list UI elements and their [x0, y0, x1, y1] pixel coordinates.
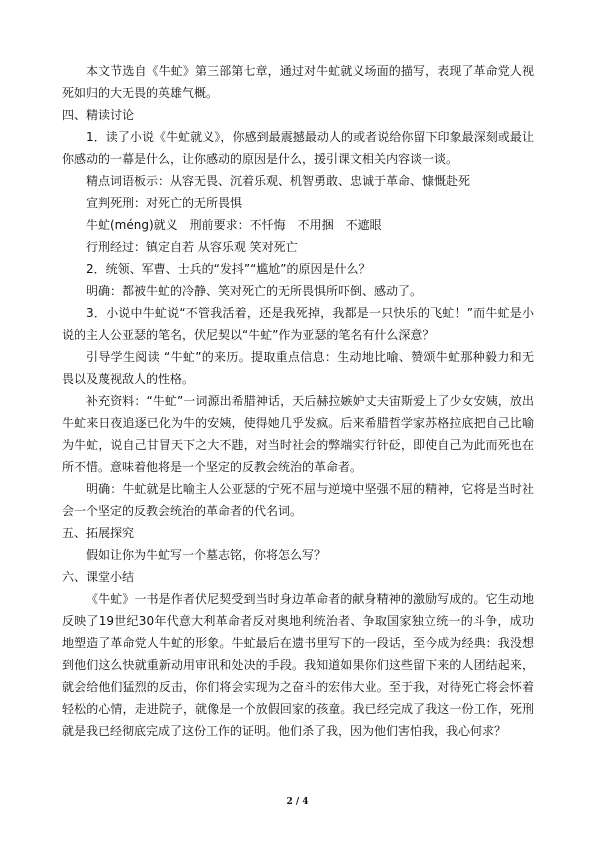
section-heading-5: 五、拓展探究 [62, 526, 135, 540]
board-requests: 牛虻(méng)就义 刑前要求：不忏悔 不用捆 不遮眼 [86, 218, 382, 232]
question-3: 3．小说中牛虻说“不管我活着，还是我死掉，我都是一只快乐的飞虻！”而牛虻是小说的主人公亚瑟的笔名，伏尼契以“牛虻”作为亚瑟的笔名有什么深意？ [62, 306, 534, 342]
answer-2: 明确：都被牛虻的冷静、笑对死亡的无所畏惧所吓倒、感动了。 [86, 284, 423, 298]
section-heading-4: 四、精读讨论 [62, 108, 135, 122]
summary-paragraph: 《牛虻》一书是作者伏尼契受到当时身边革命者的献身精神的激励写成的。它生动地反映了19世纪30年代意大利革命者反对奥地利统治者、争取国家独立统一的斗争，成功地塑造了革命党人牛虻的形象。牛虻最后在遗书里写下的一段话，至今成为经典：我没想到他们这么快就重新动用审讯和处决的手段。我知道如果你们这些留下来的人团结起来，就会给他们猛烈的反击，你们将会实现为之奋斗的宏伟大业。至于我，对待死亡将会怀着轻松的心情，走进院子，就像是一个放假回家的孩童。我已经完成了我这一份工作，死刑就是我已经彻底完成了这份工作的证明。他们杀了我，因为他们害怕我，我心何求？ [62, 592, 534, 738]
board-sentence: 宣判死刑：对死亡的无所畏惧 [86, 196, 243, 210]
supplementary-material: 补充资料：“牛虻”一词源出希腊神话，天后赫拉嫉妒丈夫宙斯爱上了少女安姨，放出牛虻来日夜追逐已化为牛的安姨，使得她几乎发疯。后来希腊哲学家苏格拉底把自己比喻为牛虻，说自己甘冒天下之大不韪，对当时社会的弊端实行针砭，即使自己为此而死也在所不惜。意味着他将是一个坚定的反教会统治的革命者。 [62, 394, 534, 474]
guided-reading: 引导学生阅读 “牛虻”的来历。提取重点信息：生动地比喻、赞颂牛虻那种毅力和无畏以及蔑视敌人的性格。 [62, 350, 534, 386]
board-execution: 行刑经过：镇定自若 从容乐观 笑对死亡 [86, 240, 298, 254]
answer-3: 明确：牛虻就是比喻主人公亚瑟的宁死不屈与逆境中坚强不屈的精神，它将是当时社会一个坚定的反教会统治的革命者的代名词。 [62, 482, 534, 518]
intro-paragraph: 本文节选自《牛虻》第三部第七章，通过对牛虻就义场面的描写，表现了革命党人视死如归的大无畏的英雄气概。 [62, 64, 534, 100]
extension-question: 假如让你为牛虻写一个墓志铭，你将怎么写？ [86, 548, 327, 562]
document-body [62, 60, 534, 742]
section-heading-6: 六、课堂小结 [62, 570, 135, 584]
question-2: 2．统领、军曹、士兵的“发抖”“尴尬”的原因是什么？ [86, 262, 371, 276]
page-number: 2 / 4 [286, 797, 309, 807]
question-1: 1．读了小说《牛虻就义》，你感到最震撼最动人的或者说给你留下印象最深刻或最让你感动的一幕是什么，让你感动的原因是什么，援引课文相关内容谈一谈。 [62, 130, 534, 166]
board-keywords: 精点词语板示：从容无畏、沉着乐观、机智勇敢、忠诚于革命、慷慨赴死 [86, 174, 471, 188]
